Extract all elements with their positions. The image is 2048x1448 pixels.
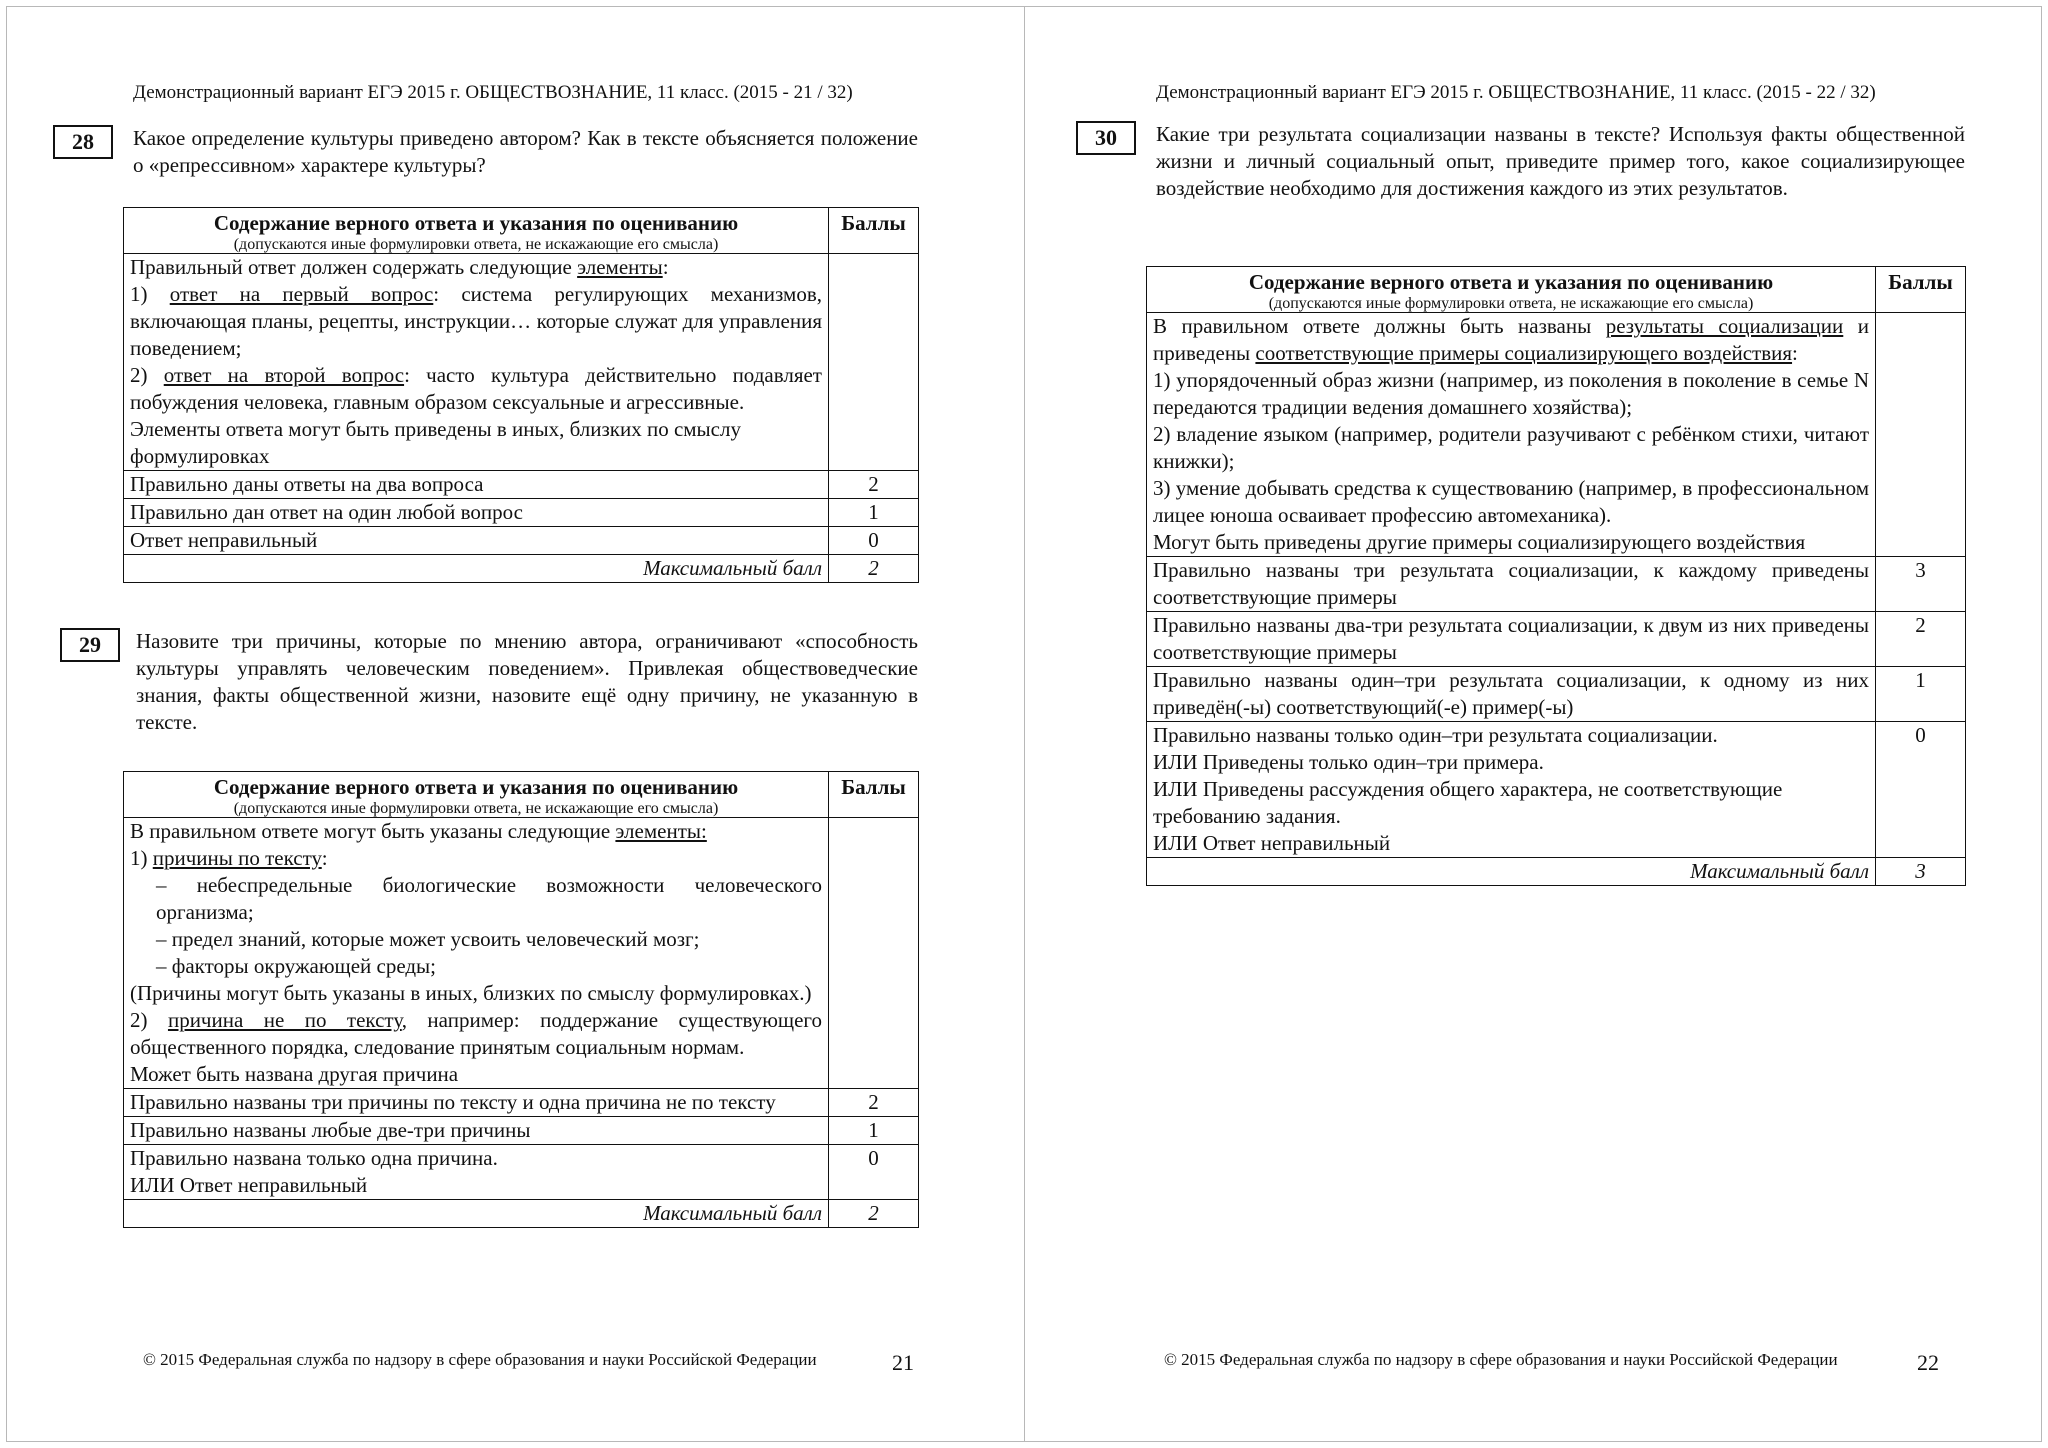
- criteria-row: [1147, 612, 1966, 667]
- criteria-text: Правильно названы три причины по тексту и одна причина не по тексту: [124, 1089, 829, 1117]
- criteria-row: [1147, 722, 1966, 858]
- max-score-value: 3: [1876, 858, 1966, 886]
- criteria-points: 0: [1876, 722, 1966, 858]
- criteria-points: 1: [829, 1117, 919, 1145]
- criteria-row: [124, 499, 919, 527]
- criteria-points: 3: [1876, 557, 1966, 612]
- page-22: [1024, 0, 2048, 1448]
- criteria-text: Правильно даны ответы на два вопроса: [124, 471, 829, 499]
- table-header-row: [1147, 267, 1966, 313]
- page-number: 21: [892, 1350, 914, 1375]
- max-score-value: 2: [829, 1200, 919, 1228]
- answer-content: Правильный ответ должен содержать следующие элементы: 1) ответ на первый вопрос: система регулирующих механизмов, включающая планы, рецепты, инструкции… которые служат для управления поведением; 2) ответ на второй вопрос: часто культура действительно подавляет побуждения человека, главным образом сексуальные и агрессивные. Элементы ответа могут быть приведены в иных, близких по смыслу формулировках: [124, 254, 829, 471]
- running-header: Демонстрационный вариант ЕГЭ 2015 г. ОБЩЕСТВОЗНАНИЕ, 11 класс. (2015 - 22 / 32): [1156, 82, 1876, 103]
- answer-row: [124, 254, 919, 471]
- page-footer: © 2015 Федеральная служба по надзору в сфере образования и науки Российской Федерации: [1164, 1350, 1838, 1369]
- task-number: 30: [1076, 121, 1136, 155]
- criteria-row: [124, 1145, 919, 1200]
- task-question: Назовите три причины, которые по мнению автора, ограничивают «способность культуры управлять человеческим поведением». Привлекая обществоведческие знания, факты общественной жизни, назовите ещё одну причину, не указанную в тексте.: [136, 629, 918, 734]
- max-score-row: [124, 555, 919, 583]
- points-header: Баллы: [829, 208, 919, 254]
- answer-content: В правильном ответе должны быть названы результаты социализации и приведены соответствующие примеры социализирующего воздействия: 1) упорядоченный образ жизни (например, из поколения в поколение в семье N передаются традиции ведения домашнего хозяйства); 2) владение языком (например, родители разучивают с ребёнком стихи, читают книжки); 3) умение добывать средства к существованию (например, в профессиональном лицее юноша осваивает профессию автомеханика). Могут быть приведены другие примеры социализирующего воздействия: [1147, 313, 1876, 557]
- criteria-text: Правильно названы один–три результата социализации, к одному из них приведён(-ы) соответствующий(-е) пример(-ы): [1147, 667, 1876, 722]
- criteria-text: Ответ неправильный: [124, 527, 829, 555]
- criteria-row: [124, 1117, 919, 1145]
- points-header: Баллы: [829, 772, 919, 818]
- criteria-text: Правильно дан ответ на один любой вопрос: [124, 499, 829, 527]
- answer-points-empty: [1876, 313, 1966, 557]
- page-footer: © 2015 Федеральная служба по надзору в сфере образования и науки Российской Федерации: [143, 1350, 817, 1369]
- criteria-text: Правильно названы только один–три результата социализации. ИЛИ Приведены только один–три примера. ИЛИ Приведены рассуждения общего характера, не соответствующие требованию задания. ИЛИ Ответ неправильный: [1147, 722, 1876, 858]
- task-number: 28: [53, 125, 113, 159]
- grading-table-29: [123, 771, 919, 1228]
- table-header-row: [124, 208, 919, 254]
- running-header: Демонстрационный вариант ЕГЭ 2015 г. ОБЩЕСТВОЗНАНИЕ, 11 класс. (2015 - 21 / 32): [133, 82, 853, 103]
- task-number: 29: [60, 628, 120, 662]
- content-header: Содержание верного ответа и указания по оцениванию (допускаются иные формулировки ответа, не искажающие его смысла): [124, 208, 829, 254]
- criteria-points: 2: [829, 1089, 919, 1117]
- criteria-row: [124, 1089, 919, 1117]
- content-header: Содержание верного ответа и указания по оцениванию (допускаются иные формулировки ответа, не искажающие его смысла): [124, 772, 829, 818]
- max-score-label: Максимальный балл: [1147, 858, 1876, 886]
- grading-table-28: [123, 207, 919, 583]
- criteria-points: 2: [829, 471, 919, 499]
- answer-row: [124, 818, 919, 1089]
- answer-row: [1147, 313, 1966, 557]
- answer-content: В правильном ответе могут быть указаны следующие элементы: 1) причины по тексту: – небеспредельные биологические возможности человеческого организма; – предел знаний, которые может усвоить человеческий мозг; – факторы окружающей среды; (Причины могут быть указаны в иных, близких по смыслу формулировках.) 2) причина не по тексту, например: поддержание существующего общественного порядка, следование принятым социальным нормам. Может быть названа другая причина: [124, 818, 829, 1089]
- criteria-points: 2: [1876, 612, 1966, 667]
- criteria-points: 0: [829, 527, 919, 555]
- criteria-points: 1: [1876, 667, 1966, 722]
- content-header: Содержание верного ответа и указания по оцениванию (допускаются иные формулировки ответа, не искажающие его смысла): [1147, 267, 1876, 313]
- points-header: Баллы: [1876, 267, 1966, 313]
- max-score-label: Максимальный балл: [124, 1200, 829, 1228]
- table-header-row: [124, 772, 919, 818]
- task-question: Какое определение культуры приведено автором? Как в тексте объясняется положение о «репрессивном» характере культуры?: [133, 126, 918, 177]
- task-28: [53, 125, 918, 179]
- criteria-text: Правильно названы два-три результата социализации, к двум из них приведены соответствующие примеры: [1147, 612, 1876, 667]
- criteria-text: Правильно названа только одна причина. ИЛИ Ответ неправильный: [124, 1145, 829, 1200]
- max-score-label: Максимальный балл: [124, 555, 829, 583]
- max-score-row: [1147, 858, 1966, 886]
- criteria-row: [1147, 667, 1966, 722]
- answer-points-empty: [829, 254, 919, 471]
- criteria-row: [124, 527, 919, 555]
- max-score-row: [124, 1200, 919, 1228]
- criteria-points: 0: [829, 1145, 919, 1200]
- task-29: [60, 628, 918, 736]
- page-number: 22: [1917, 1350, 1939, 1375]
- criteria-points: 1: [829, 499, 919, 527]
- max-score-value: 2: [829, 555, 919, 583]
- task-30: [1076, 121, 1965, 202]
- criteria-row: [124, 471, 919, 499]
- criteria-text: Правильно названы три результата социализации, к каждому приведены соответствующие примеры: [1147, 557, 1876, 612]
- task-question: Какие три результата социализации названы в тексте? Используя факты общественной жизни и личный социальный опыт, приведите пример того, какое социализирующее воздействие необходимо для достижения каждого из этих результатов.: [1156, 122, 1965, 200]
- criteria-row: [1147, 557, 1966, 612]
- criteria-text: Правильно названы любые две-три причины: [124, 1117, 829, 1145]
- answer-points-empty: [829, 818, 919, 1089]
- grading-table-30: [1146, 266, 1966, 886]
